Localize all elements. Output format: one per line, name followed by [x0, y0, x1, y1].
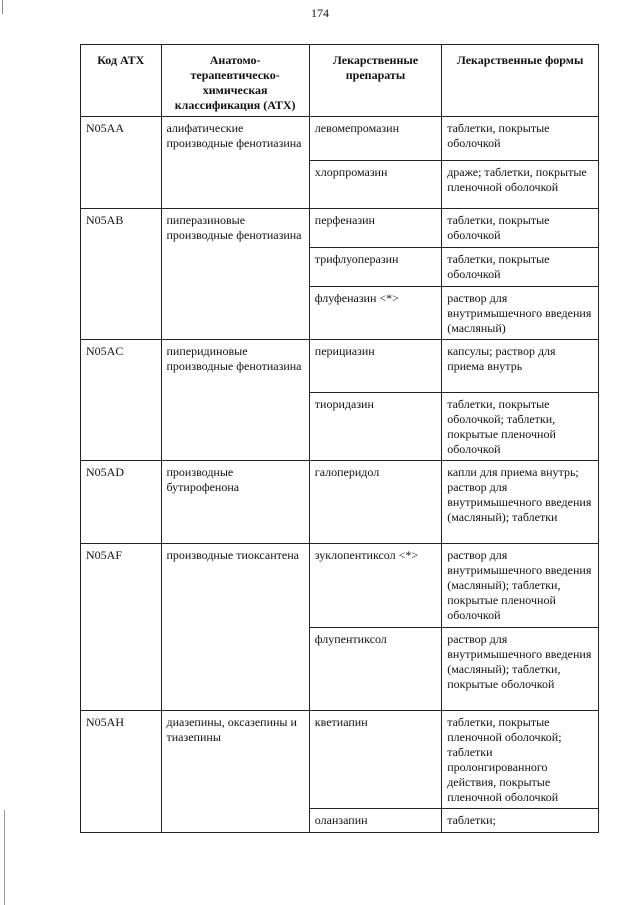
- drug-name: зуклопентиксол <*>: [309, 544, 441, 628]
- drug-forms: капли для приема внутрь; раствор для внутримышечного введения (масляный); таблетки: [442, 461, 599, 544]
- drug-forms: капсулы; раствор для приема внутрь: [442, 340, 599, 393]
- table-row: [81, 117, 599, 161]
- drug-name: флупентиксол: [309, 628, 441, 711]
- drug-forms: таблетки, покрытые оболочкой: [442, 117, 599, 161]
- scan-edge-line: [4, 810, 5, 905]
- atx-classification: пиперазиновые производные фенотиазина: [161, 209, 309, 340]
- drug-forms: драже; таблетки, покрытые пленочной оболочкой: [442, 161, 599, 209]
- table-body: [81, 117, 599, 833]
- atx-code: N05AH: [81, 711, 162, 833]
- atx-code: N05AF: [81, 544, 162, 711]
- drug-forms: таблетки, покрытые оболочкой: [442, 209, 599, 248]
- page-number: 174: [311, 6, 329, 20]
- atx-classification: алифатические производные фенотиазина: [161, 117, 309, 209]
- drug-name: перфеназин: [309, 209, 441, 248]
- drug-name: флуфеназин <*>: [309, 287, 441, 340]
- atx-classification: производные тиоксантена: [161, 544, 309, 711]
- atx-table: [80, 44, 599, 833]
- drug-name: трифлуоперазин: [309, 248, 441, 287]
- table-header-row: [81, 45, 599, 117]
- header-drugs: Лекарственные препараты: [309, 45, 441, 117]
- atx-code: N05AA: [81, 117, 162, 209]
- atx-code: N05AD: [81, 461, 162, 544]
- drug-forms: раствор для внутримышечного введения (масляный): [442, 287, 599, 340]
- table-row: [81, 209, 599, 248]
- drug-name: перициазин: [309, 340, 441, 393]
- drug-forms: таблетки;: [442, 809, 599, 833]
- atx-classification: производные бутирофенона: [161, 461, 309, 544]
- header-classification: Анатомо-терапевтическо-химическая классификация (АТХ): [161, 45, 309, 117]
- drug-name: левомепромазин: [309, 117, 441, 161]
- drug-name: хлорпромазин: [309, 161, 441, 209]
- drug-name: галоперидол: [309, 461, 441, 544]
- drug-forms: раствор для внутримышечного введения (масляный); таблетки, покрытые оболочкой: [442, 628, 599, 711]
- atx-classification: диазепины, оксазепины и тиазепины: [161, 711, 309, 833]
- table-row: [81, 544, 599, 628]
- table-row: [81, 461, 599, 544]
- header-code: Код АТХ: [81, 45, 162, 117]
- atx-code: N05AB: [81, 209, 162, 340]
- drug-name: тиоридазин: [309, 393, 441, 461]
- drug-forms: таблетки, покрытые пленочной оболочкой; таблетки пролонгированного действия, покрытые пленочной оболочкой: [442, 711, 599, 809]
- drug-forms: таблетки, покрытые оболочкой: [442, 248, 599, 287]
- table-row: [81, 711, 599, 809]
- atx-code: N05AC: [81, 340, 162, 461]
- header-forms: Лекарственные формы: [442, 45, 599, 117]
- drug-name: оланзапин: [309, 809, 441, 833]
- drug-forms: таблетки, покрытые оболочкой; таблетки, покрытые пленочной оболочкой: [442, 393, 599, 461]
- drug-name: кветиапин: [309, 711, 441, 809]
- drug-forms: раствор для внутримышечного введения (масляный); таблетки, покрытые пленочной оболочкой: [442, 544, 599, 628]
- table-row: [81, 340, 599, 393]
- atx-classification: пиперидиновые производные фенотиазина: [161, 340, 309, 461]
